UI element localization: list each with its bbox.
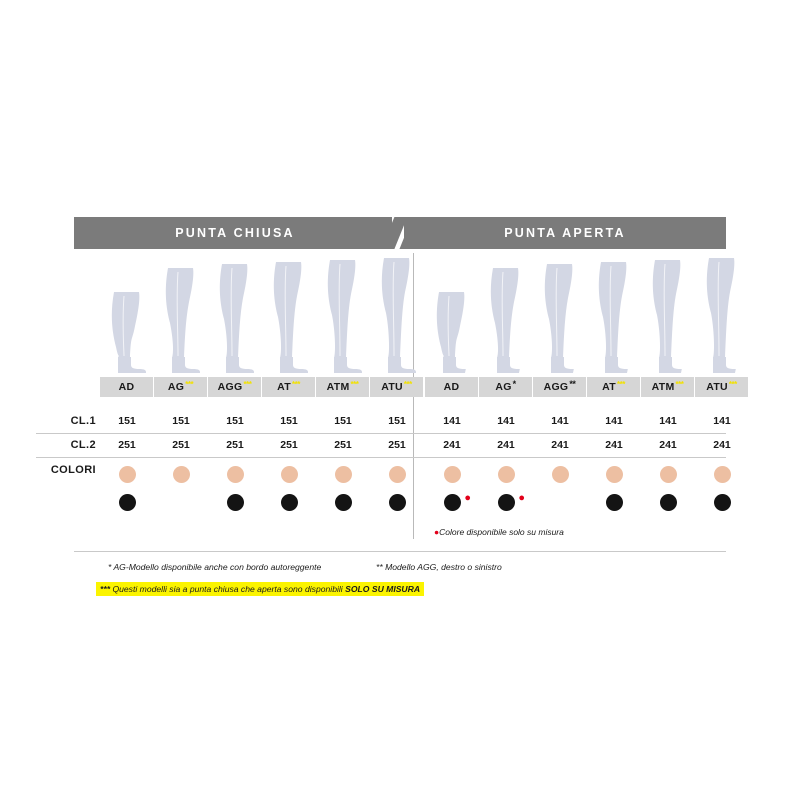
cl1-value: 151 [388, 415, 406, 427]
cl2-value: 251 [280, 439, 298, 451]
black-dot-cell [587, 490, 641, 514]
black-color-dot [281, 494, 298, 511]
black-color-dot [714, 494, 731, 511]
rule-bottom [74, 551, 726, 552]
leg-stocking-icon [262, 258, 316, 374]
leg-stocking-icon [208, 258, 262, 374]
model-name: ATM [651, 381, 675, 393]
model-cell-closed-agg [208, 377, 262, 397]
leg-illustration-ad [100, 258, 154, 374]
leg-illustration-atm [316, 258, 370, 374]
footnote-2-label: Modello AGG, destro o sinistro [385, 562, 502, 572]
black-dot-cell [100, 490, 154, 514]
leg-stocking-icon [641, 258, 695, 374]
cl1-value: 141 [713, 415, 731, 427]
cl1-value: 151 [334, 415, 352, 427]
cl1-value: 151 [226, 415, 244, 427]
cl1-value: 151 [118, 415, 136, 427]
beige-dot-cell [370, 462, 424, 486]
beige-dot-cell [533, 462, 587, 486]
black-dot-cell [208, 490, 262, 514]
beige-dot-cell [479, 462, 533, 486]
model-cell-open-atm [641, 377, 695, 397]
model-name: AD [118, 381, 135, 393]
black-dot-cell-empty [533, 490, 587, 514]
beige-dot-cell [641, 462, 695, 486]
cl2-value: 241 [551, 439, 569, 451]
model-cell-closed-ad [100, 377, 154, 397]
leg-stocking-icon [479, 258, 533, 374]
model-star-marker: *** [291, 379, 300, 389]
model-name: AGG [543, 381, 569, 393]
cl1-value: 141 [551, 415, 569, 427]
black-color-dot [227, 494, 244, 511]
cl2-value: 251 [172, 439, 190, 451]
leg-illustration-atu [695, 258, 749, 374]
beige-color-dot [606, 466, 623, 483]
footnote-3-marker: *** [100, 584, 111, 594]
model-cell-open-atu [695, 377, 749, 397]
footnote-1-label: AG-Modello disponibile anche con bordo autoreggente [113, 562, 322, 572]
cl2-value: 241 [605, 439, 623, 451]
black-dot-cell [641, 490, 695, 514]
beige-color-dot [444, 466, 461, 483]
model-name: ATU [706, 381, 728, 393]
row-label-colori: COLORI [50, 464, 96, 476]
cl1-value: 141 [443, 415, 461, 427]
cl2-value: 251 [334, 439, 352, 451]
beige-dot-cell [587, 462, 641, 486]
cl1-value: 141 [605, 415, 623, 427]
model-cell-open-ad [425, 377, 479, 397]
footnote-3-label: Questi modelli sia a punta chiusa che aperta sono disponibili [112, 584, 346, 594]
custom-color-dot-marker: ● [518, 492, 525, 504]
beige-color-dot [227, 466, 244, 483]
black-dot-cell [479, 490, 533, 514]
header-punta-chiusa-label: PUNTA CHIUSA [175, 226, 295, 240]
beige-color-dot [660, 466, 677, 483]
model-star-marker: *** [185, 379, 194, 389]
model-name: AD [443, 381, 460, 393]
model-cell-open-at [587, 377, 641, 397]
model-cell-closed-atu [370, 377, 424, 397]
header-punta-chiusa [74, 217, 396, 249]
leg-illustration-ag [154, 258, 208, 374]
leg-illustration-agg [533, 258, 587, 374]
header-punta-aperta [404, 217, 726, 249]
model-cell-closed-at [262, 377, 316, 397]
leg-illustration-at [262, 258, 316, 374]
model-cell-open-agg [533, 377, 587, 397]
beige-color-dot [552, 466, 569, 483]
black-dot-cell [316, 490, 370, 514]
black-color-dot [444, 494, 461, 511]
black-dot-cell [695, 490, 749, 514]
beige-color-dot [714, 466, 731, 483]
black-color-dot [498, 494, 515, 511]
model-name: ATM [326, 381, 350, 393]
leg-illustration-ad [425, 258, 479, 374]
model-name: AT [277, 381, 291, 393]
beige-dot-cell [208, 462, 262, 486]
beige-color-dot [173, 466, 190, 483]
leg-stocking-icon [425, 258, 479, 374]
footnote-2 [376, 562, 502, 572]
footnote-2-marker: ** [376, 562, 383, 572]
beige-color-dot [389, 466, 406, 483]
leg-stocking-icon [100, 258, 154, 374]
cl2-value: 241 [713, 439, 731, 451]
cl1-value: 151 [172, 415, 190, 427]
black-color-dot [606, 494, 623, 511]
model-name: AT [602, 381, 616, 393]
row-label-cl2: CL.2 [70, 439, 96, 451]
model-star-marker: *** [243, 379, 252, 389]
beige-dot-cell [695, 462, 749, 486]
beige-color-dot [119, 466, 136, 483]
rule-cl1 [36, 433, 726, 434]
custom-color-dot-marker: ● [464, 492, 471, 504]
model-star-marker: ** [569, 379, 576, 389]
cl2-value: 241 [497, 439, 515, 451]
leg-stocking-icon [316, 258, 370, 374]
cl2-value: 241 [443, 439, 461, 451]
leg-illustration-ag [479, 258, 533, 374]
section-headers [74, 217, 726, 249]
leg-illustration-atu [370, 258, 424, 374]
black-dot-cell [425, 490, 479, 514]
custom-color-note [434, 527, 564, 537]
model-name: ATU [381, 381, 403, 393]
leg-stocking-icon [695, 258, 749, 374]
rule-cl2 [36, 457, 726, 458]
cl2-value: 251 [118, 439, 136, 451]
model-star-marker: *** [728, 379, 737, 389]
cl2-value: 251 [388, 439, 406, 451]
model-cell-closed-ag [154, 377, 208, 397]
black-dot-cell-empty [154, 490, 208, 514]
model-cell-closed-atm [316, 377, 370, 397]
leg-illustration-agg [208, 258, 262, 374]
custom-color-note-label: Colore disponibile solo su misura [439, 527, 564, 537]
model-star-marker: *** [403, 379, 412, 389]
leg-stocking-icon [587, 258, 641, 374]
model-star-marker: * [512, 379, 516, 389]
leg-stocking-icon [370, 258, 424, 374]
cl1-value: 141 [497, 415, 515, 427]
footnote-3 [96, 582, 424, 596]
cl1-value: 151 [280, 415, 298, 427]
beige-dot-cell [425, 462, 479, 486]
beige-color-dot [335, 466, 352, 483]
black-color-dot [335, 494, 352, 511]
cl2-value: 241 [659, 439, 677, 451]
model-star-marker: *** [350, 379, 359, 389]
leg-stocking-icon [154, 258, 208, 374]
model-star-marker: *** [616, 379, 625, 389]
black-dot-cell [262, 490, 316, 514]
beige-dot-cell [316, 462, 370, 486]
footnote-1-marker: * [108, 562, 112, 572]
beige-dot-cell [154, 462, 208, 486]
header-punta-aperta-label: PUNTA APERTA [504, 226, 626, 240]
footnote-1 [108, 562, 321, 572]
beige-color-dot [498, 466, 515, 483]
beige-dot-cell [262, 462, 316, 486]
leg-illustration-at [587, 258, 641, 374]
row-label-cl1: CL.1 [70, 415, 96, 427]
footnote-3-strong: SOLO SU MISURA [345, 584, 421, 594]
model-name: AG [495, 381, 512, 393]
model-star-marker: *** [675, 379, 684, 389]
model-cell-open-ag [479, 377, 533, 397]
black-dot-cell [370, 490, 424, 514]
black-color-dot [389, 494, 406, 511]
model-name: AGG [217, 381, 243, 393]
black-color-dot [119, 494, 136, 511]
leg-illustration-atm [641, 258, 695, 374]
leg-stocking-icon [533, 258, 587, 374]
beige-color-dot [281, 466, 298, 483]
model-name: AG [167, 381, 185, 393]
cl1-value: 141 [659, 415, 677, 427]
beige-dot-cell [100, 462, 154, 486]
black-color-dot [660, 494, 677, 511]
custom-color-note-marker: ● [434, 527, 440, 537]
cl2-value: 251 [226, 439, 244, 451]
